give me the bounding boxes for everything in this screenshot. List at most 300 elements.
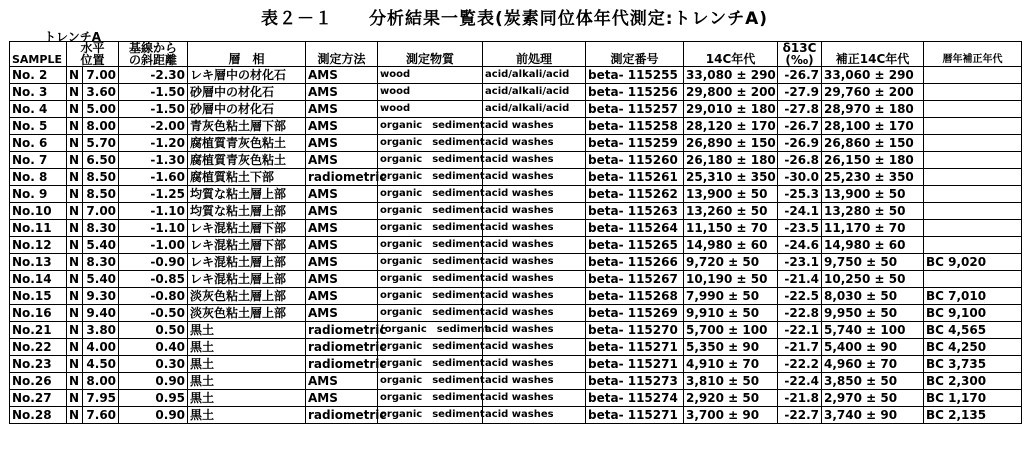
cell-c14-age: 13,900 ± 50 [684,186,778,203]
cell-pretreatment: acid washes [483,254,586,271]
cell-lab-number: beta- 115260 [586,152,684,169]
cell-method: AMS [306,373,378,390]
cell-pretreatment: acid washes [483,135,586,152]
cell-calendar-age: BC 2,300 [924,373,1022,390]
table-row [10,254,1022,271]
cell-facies: 黒土 [188,322,306,339]
header-level-bottom: 位置 [80,53,105,67]
cell-direction: N [67,203,83,220]
cell-delta13c: -27.8 [778,101,822,118]
cell-direction: N [67,322,83,339]
cell-pretreatment: acid washes [483,203,586,220]
cell-distance: -1.00 [119,237,188,254]
cell-lab-number: beta- 115270 [586,322,684,339]
cell-corrected-age: 25,230 ± 350 [822,169,924,186]
cell-delta13c: -26.7 [778,118,822,135]
table-row [10,84,1022,101]
trench-label: トレンチA [44,30,101,44]
cell-level: 6.50 [83,152,119,169]
cell-lab-number: beta- 115271 [586,339,684,356]
cell-method: radiometric [306,407,378,424]
document-title [0,4,1029,29]
cell-distance: -1.20 [119,135,188,152]
table-row [10,271,1022,288]
cell-corrected-age: 5,740 ± 100 [822,322,924,339]
cell-lab-number: beta- 115269 [586,305,684,322]
cell-c14-age: 5,350 ± 90 [684,339,778,356]
cell-pretreatment: acid washes [483,169,586,186]
cell-sample: No.16 [10,305,67,322]
cell-material: wood [378,67,483,84]
cell-distance: -1.10 [119,203,188,220]
cell-distance: 0.90 [119,373,188,390]
cell-corrected-age: 13,280 ± 50 [822,203,924,220]
cell-corrected-age: 5,400 ± 90 [822,339,924,356]
cell-delta13c: -26.8 [778,152,822,169]
cell-level: 4.00 [83,339,119,356]
cell-method: AMS [306,254,378,271]
cell-lab-number: beta- 115266 [586,254,684,271]
results-table [9,41,1022,424]
cell-distance: -2.00 [119,118,188,135]
cell-c14-age: 5,700 ± 100 [684,322,778,339]
cell-c14-age: 2,920 ± 50 [684,390,778,407]
cell-method: AMS [306,237,378,254]
cell-level: 7.00 [83,203,119,220]
cell-facies: 砂層中の材化石 [188,101,306,118]
cell-sample: No. 6 [10,135,67,152]
cell-level: 7.60 [83,407,119,424]
cell-c14-age: 26,180 ± 180 [684,152,778,169]
cell-c14-age: 29,010 ± 180 [684,101,778,118]
cell-delta13c: -21.8 [778,390,822,407]
cell-level: 5.40 [83,237,119,254]
cell-calendar-age [924,169,1022,186]
cell-level: 8.30 [83,220,119,237]
cell-corrected-age: 3,850 ± 50 [822,373,924,390]
cell-facies: 腐植質青灰色粘土 [188,152,306,169]
cell-facies: 腐植質粘土下部 [188,169,306,186]
table-row [10,356,1022,373]
cell-c14-age: 4,910 ± 70 [684,356,778,373]
table-body [10,67,1022,424]
cell-corrected-age: 9,950 ± 50 [822,305,924,322]
cell-level: 8.50 [83,186,119,203]
cell-pretreatment: acid washes [483,305,586,322]
cell-sample: No. 5 [10,118,67,135]
cell-delta13c: -22.1 [778,322,822,339]
cell-pretreatment: acid/alkali/acid [483,67,586,84]
cell-facies: 淡灰色粘土層上部 [188,288,306,305]
cell-level: 7.00 [83,67,119,84]
cell-corrected-age: 28,100 ± 170 [822,118,924,135]
cell-material: organic sediment [378,356,483,373]
table-row [10,203,1022,220]
cell-material: organic sediment [378,118,483,135]
cell-method: radiometric [306,169,378,186]
cell-lab-number: beta- 115271 [586,356,684,373]
cell-c14-age: 13,260 ± 50 [684,203,778,220]
cell-delta13c: -22.4 [778,373,822,390]
cell-corrected-age: 10,250 ± 50 [822,271,924,288]
cell-calendar-age: BC 4,250 [924,339,1022,356]
cell-facies: レキ混粘土層上部 [188,254,306,271]
cell-calendar-age: BC 4,565 [924,322,1022,339]
cell-delta13c: -27.9 [778,84,822,101]
table-row [10,288,1022,305]
cell-level: 9.30 [83,288,119,305]
cell-material: wood [378,84,483,101]
table-row [10,67,1022,84]
cell-lab-number: beta- 115263 [586,203,684,220]
cell-pretreatment: acid washes [483,271,586,288]
table-row [10,373,1022,390]
cell-direction: N [67,390,83,407]
header-distance [119,42,188,67]
cell-delta13c: -26.9 [778,135,822,152]
cell-distance: -1.50 [119,84,188,101]
cell-lab-number: beta- 115267 [586,271,684,288]
cell-c14-age: 3,700 ± 90 [684,407,778,424]
cell-direction: N [67,118,83,135]
cell-calendar-age [924,203,1022,220]
header-c14-age: 14C年代 [684,42,778,67]
cell-distance: 0.90 [119,407,188,424]
cell-sample: No.23 [10,356,67,373]
cell-distance: -1.30 [119,152,188,169]
cell-c14-age: 9,910 ± 50 [684,305,778,322]
table-row [10,390,1022,407]
cell-facies: 黒土 [188,339,306,356]
cell-c14-age: 14,980 ± 60 [684,237,778,254]
cell-delta13c: -23.5 [778,220,822,237]
table-row [10,322,1022,339]
cell-lab-number: beta- 115261 [586,169,684,186]
cell-delta13c: -21.4 [778,271,822,288]
cell-method: AMS [306,135,378,152]
cell-level: 3.60 [83,84,119,101]
cell-distance: 0.40 [119,339,188,356]
cell-pretreatment: acid washes [483,237,586,254]
header-corrected-age: 補正14C年代 [822,42,924,67]
cell-calendar-age [924,271,1022,288]
table-row [10,339,1022,356]
table-row [10,118,1022,135]
table-row [10,169,1022,186]
cell-lab-number: beta- 115271 [586,407,684,424]
cell-calendar-age [924,118,1022,135]
cell-calendar-age [924,135,1022,152]
cell-direction: N [67,271,83,288]
cell-material: organic sediment [378,339,483,356]
cell-distance: -1.25 [119,186,188,203]
cell-sample: No.14 [10,271,67,288]
cell-lab-number: beta- 115258 [586,118,684,135]
header-delta-top: δ13C [782,41,817,55]
cell-calendar-age: BC 7,010 [924,288,1022,305]
cell-lab-number: beta- 115255 [586,67,684,84]
cell-sample: No. 9 [10,186,67,203]
cell-sample: No.27 [10,390,67,407]
cell-distance: -0.90 [119,254,188,271]
cell-material: organic sediment [378,305,483,322]
cell-distance: -1.50 [119,101,188,118]
cell-pretreatment: acid washes [483,220,586,237]
header-method: 測定方法 [306,42,378,67]
cell-direction: N [67,373,83,390]
cell-level: 8.00 [83,373,119,390]
cell-calendar-age [924,152,1022,169]
cell-pretreatment: acid washes [483,288,586,305]
cell-calendar-age [924,101,1022,118]
cell-corrected-age: 2,970 ± 50 [822,390,924,407]
cell-delta13c: -21.7 [778,339,822,356]
cell-material: organic sediment [378,203,483,220]
header-row [10,42,1022,67]
cell-delta13c: -30.0 [778,169,822,186]
cell-delta13c: -24.6 [778,237,822,254]
cell-method: AMS [306,186,378,203]
cell-corrected-age: 13,900 ± 50 [822,186,924,203]
table-number: 表２－１ [260,9,333,29]
cell-method: radiometric [306,322,378,339]
cell-facies: レキ混粘土層上部 [188,271,306,288]
cell-distance: -1.10 [119,220,188,237]
cell-direction: N [67,135,83,152]
cell-method: AMS [306,220,378,237]
cell-level: 9.40 [83,305,119,322]
cell-direction: N [67,254,83,271]
cell-material: organic sediment [378,152,483,169]
cell-facies: 黒土 [188,356,306,373]
cell-distance: -0.85 [119,271,188,288]
header-level-top: 水平 [80,41,105,55]
cell-pretreatment: acid washes [483,339,586,356]
cell-direction: N [67,152,83,169]
cell-direction: N [67,305,83,322]
cell-direction: N [67,339,83,356]
cell-facies: 黒土 [188,407,306,424]
cell-calendar-age: BC 1,170 [924,390,1022,407]
table-row [10,305,1022,322]
cell-delta13c: -24.1 [778,203,822,220]
cell-facies: レキ層中の材化石 [188,67,306,84]
header-level [67,42,119,67]
cell-calendar-age: BC 9,100 [924,305,1022,322]
cell-sample: No.12 [10,237,67,254]
cell-method: AMS [306,152,378,169]
cell-sample: No. 2 [10,67,67,84]
cell-sample: No.28 [10,407,67,424]
table-row [10,407,1022,424]
cell-pretreatment: acid washes [483,356,586,373]
cell-corrected-age: 8,030 ± 50 [822,288,924,305]
cell-corrected-age: 11,170 ± 70 [822,220,924,237]
cell-material: (organic sediment [378,322,483,339]
cell-corrected-age: 9,750 ± 50 [822,254,924,271]
cell-pretreatment: acid washes [483,186,586,203]
header-pretreatment: 前処理 [483,42,586,67]
cell-lab-number: beta- 115259 [586,135,684,152]
table-row [10,135,1022,152]
cell-facies: 青灰色粘土層下部 [188,118,306,135]
cell-level: 4.50 [83,356,119,373]
table-row [10,237,1022,254]
cell-c14-age: 10,190 ± 50 [684,271,778,288]
cell-c14-age: 29,800 ± 200 [684,84,778,101]
cell-pretreatment: acid washes [483,407,586,424]
cell-lab-number: beta- 115273 [586,373,684,390]
cell-c14-age: 9,720 ± 50 [684,254,778,271]
cell-lab-number: beta- 115274 [586,390,684,407]
cell-facies: 均質な粘土層上部 [188,186,306,203]
cell-distance: -0.80 [119,288,188,305]
cell-c14-age: 7,990 ± 50 [684,288,778,305]
cell-level: 7.95 [83,390,119,407]
cell-direction: N [67,67,83,84]
cell-delta13c: -23.1 [778,254,822,271]
cell-lab-number: beta- 115257 [586,101,684,118]
cell-material: organic sediment [378,220,483,237]
cell-material: organic sediment [378,271,483,288]
cell-material: organic sediment [378,254,483,271]
header-delta13c [778,42,822,67]
header-calendar-age: 暦年補正年代 [924,42,1022,67]
cell-facies: レキ混粘土層下部 [188,220,306,237]
cell-direction: N [67,84,83,101]
cell-material: organic sediment [378,373,483,390]
cell-method: AMS [306,67,378,84]
cell-material: organic sediment [378,169,483,186]
cell-material: organic sediment [378,390,483,407]
cell-pretreatment: acid/alkali/acid [483,84,586,101]
cell-c14-age: 26,890 ± 150 [684,135,778,152]
cell-lab-number: beta- 115256 [586,84,684,101]
cell-c14-age: 28,120 ± 170 [684,118,778,135]
cell-facies: 腐植質青灰色粘土 [188,135,306,152]
cell-c14-age: 25,310 ± 350 [684,169,778,186]
cell-sample: No.21 [10,322,67,339]
cell-material: organic sediment [378,186,483,203]
cell-corrected-age: 4,960 ± 70 [822,356,924,373]
cell-level: 8.30 [83,254,119,271]
cell-sample: No.15 [10,288,67,305]
cell-facies: 黒土 [188,390,306,407]
cell-calendar-age [924,84,1022,101]
cell-facies: 均質な粘土層上部 [188,203,306,220]
cell-pretreatment: acid washes [483,390,586,407]
table-row [10,152,1022,169]
cell-level: 5.70 [83,135,119,152]
cell-pretreatment: acid washes [483,118,586,135]
header-lab-number: 測定番号 [586,42,684,67]
cell-level: 5.00 [83,101,119,118]
cell-method: AMS [306,288,378,305]
cell-material: organic sediment [378,288,483,305]
cell-c14-age: 3,810 ± 50 [684,373,778,390]
header-material: 測定物質 [378,42,483,67]
cell-distance: 0.30 [119,356,188,373]
header-delta-bottom: (‰) [785,53,814,67]
cell-corrected-age: 3,740 ± 90 [822,407,924,424]
cell-level: 8.50 [83,169,119,186]
cell-sample: No. 4 [10,101,67,118]
table-row [10,186,1022,203]
cell-lab-number: beta- 115264 [586,220,684,237]
cell-level: 8.00 [83,118,119,135]
cell-direction: N [67,169,83,186]
cell-sample: No. 8 [10,169,67,186]
cell-calendar-age: BC 2,135 [924,407,1022,424]
cell-distance: -1.60 [119,169,188,186]
cell-level: 3.80 [83,322,119,339]
cell-method: radiometric [306,356,378,373]
cell-direction: N [67,101,83,118]
cell-c14-age: 11,150 ± 70 [684,220,778,237]
cell-calendar-age [924,186,1022,203]
cell-calendar-age: BC 3,735 [924,356,1022,373]
table-caption: 分析結果一覧表(炭素同位体年代測定:トレンチA) [368,9,769,29]
header-sample: SAMPLE [10,42,67,67]
header-facies: 層 相 [188,42,306,67]
cell-pretreatment: acid washes [483,322,586,339]
cell-distance: -0.50 [119,305,188,322]
cell-pretreatment: acid/alkali/acid [483,101,586,118]
cell-delta13c: -25.3 [778,186,822,203]
cell-direction: N [67,237,83,254]
cell-method: AMS [306,305,378,322]
cell-direction: N [67,407,83,424]
cell-sample: No.22 [10,339,67,356]
cell-material: organic sediment [378,237,483,254]
cell-sample: No. 3 [10,84,67,101]
cell-lab-number: beta- 115262 [586,186,684,203]
cell-calendar-age [924,220,1022,237]
header-distance-bottom: の斜距離 [129,53,178,67]
cell-delta13c: -22.7 [778,407,822,424]
cell-direction: N [67,186,83,203]
cell-method: AMS [306,390,378,407]
cell-lab-number: beta- 115265 [586,237,684,254]
cell-delta13c: -22.2 [778,356,822,373]
cell-pretreatment: acid washes [483,373,586,390]
cell-calendar-age: BC 9,020 [924,254,1022,271]
cell-pretreatment: acid washes [483,152,586,169]
cell-sample: No.11 [10,220,67,237]
table-header [10,42,1022,67]
cell-method: AMS [306,203,378,220]
cell-facies: 黒土 [188,373,306,390]
cell-corrected-age: 29,760 ± 200 [822,84,924,101]
cell-calendar-age [924,67,1022,84]
cell-lab-number: beta- 115268 [586,288,684,305]
cell-sample: No. 7 [10,152,67,169]
cell-material: wood [378,101,483,118]
cell-level: 5.40 [83,271,119,288]
cell-method: AMS [306,118,378,135]
cell-distance: -2.30 [119,67,188,84]
cell-facies: 砂層中の材化石 [188,84,306,101]
cell-delta13c: -22.8 [778,305,822,322]
table-row [10,220,1022,237]
cell-direction: N [67,288,83,305]
cell-sample: No.10 [10,203,67,220]
cell-direction: N [67,220,83,237]
cell-direction: N [67,356,83,373]
cell-corrected-age: 28,970 ± 180 [822,101,924,118]
cell-sample: No.13 [10,254,67,271]
cell-corrected-age: 33,060 ± 290 [822,67,924,84]
